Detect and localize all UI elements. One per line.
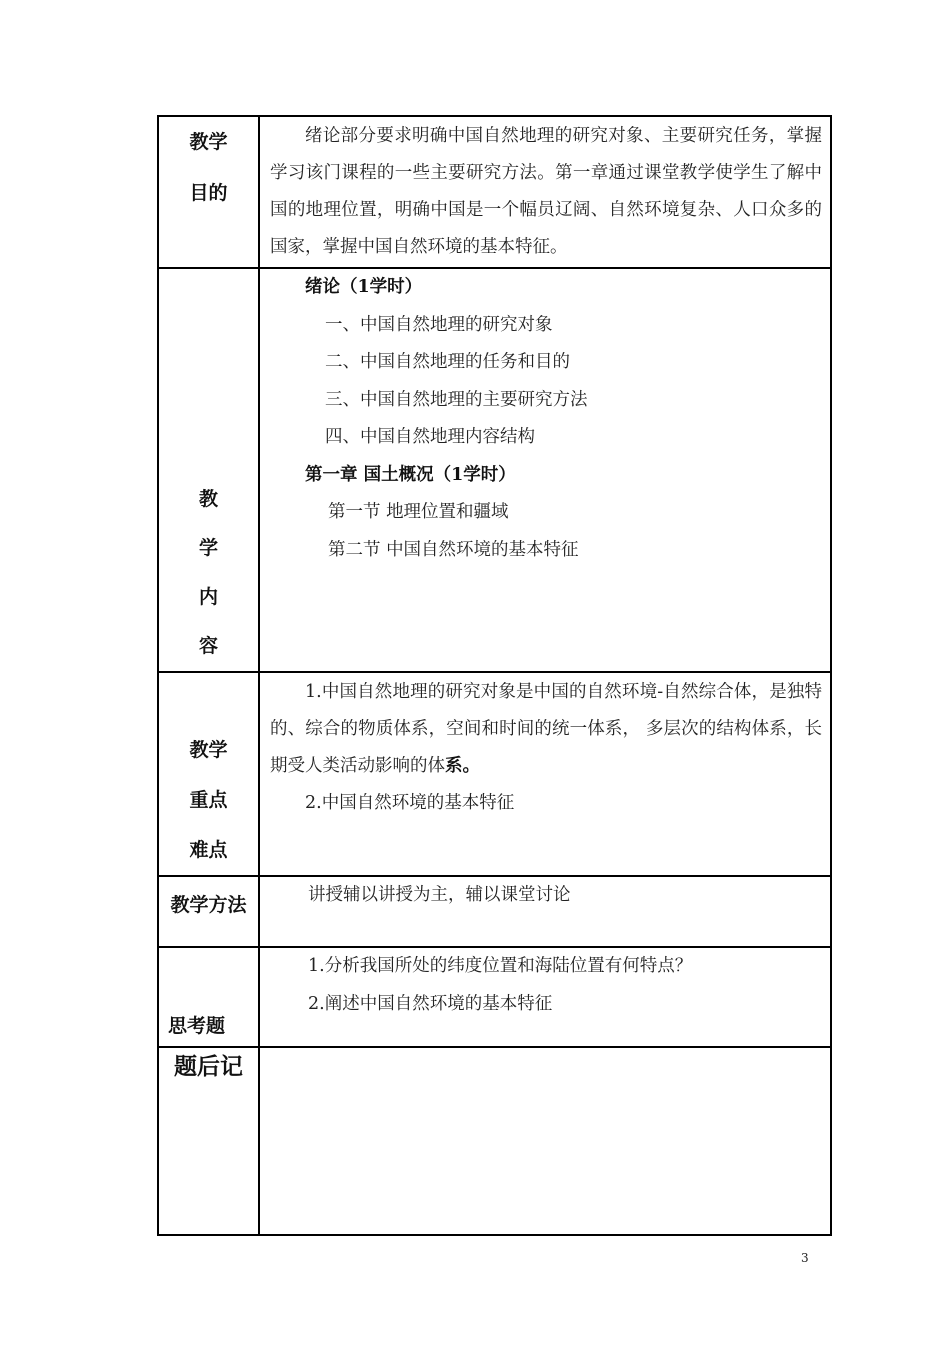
key-points-label <box>158 672 259 876</box>
content-cell <box>259 268 831 672</box>
chapter1-item: 第二节 中国自然环境的基本特征 <box>328 539 579 560</box>
key-point-2: 2.中国自然环境的基本特征 <box>305 793 515 813</box>
questions-cell <box>259 947 831 1047</box>
postscript-label <box>158 1047 259 1235</box>
content-label-line: 容 <box>198 635 218 657</box>
objective-cell <box>259 116 831 268</box>
table-row-method <box>158 876 831 947</box>
method-text: 讲授辅以讲授为主，辅以课堂讨论 <box>308 885 571 905</box>
table-row-key-points <box>158 672 831 876</box>
content-label <box>158 268 259 672</box>
question-item: 2.阐述中国自然环境的基本特征 <box>308 993 553 1014</box>
questions-label-text: 思考题 <box>168 1015 226 1037</box>
table-row-objective <box>158 116 831 268</box>
method-label-text: 教学方法 <box>170 894 247 916</box>
table-row-postscript <box>158 1047 831 1235</box>
key-points-label-line: 教学 <box>189 739 228 761</box>
question-item: 1.分析我国所处的纬度位置和海陆位置有何特点？ <box>308 956 693 976</box>
key-point-1-end: 系。 <box>445 756 480 776</box>
key-points-label-line: 重点 <box>189 789 228 811</box>
table-row-content <box>158 268 831 672</box>
postscript-label-text: 题后记 <box>174 1054 243 1080</box>
content-label-line: 学 <box>198 537 218 559</box>
key-points-cell <box>259 672 831 876</box>
intro-item: 一、中国自然地理的研究对象 <box>325 314 553 335</box>
page-number: 3 <box>801 1251 809 1265</box>
content-label-line: 内 <box>198 586 218 608</box>
objective-label-line: 目的 <box>189 182 228 204</box>
chapter1-heading: 第一章 国土概况（1学时） <box>305 464 516 485</box>
key-point-1 <box>270 674 822 785</box>
questions-label <box>158 947 259 1047</box>
objective-text: 绪论部分要求明确中国自然地理的研究对象、主要研究任务，掌握学习该门课程的一些主要研究方法。第一章通过课堂教学使学生了解中国的地理位置，明确中国是一个幅员辽阔、自然环境复杂、人口众多的国家，掌握中国自然环境的基本特征。 <box>270 126 822 257</box>
method-cell <box>259 876 831 947</box>
table-row-questions <box>158 947 831 1047</box>
intro-heading: 绪论（1学时） <box>305 277 423 297</box>
intro-item: 四、中国自然地理内容结构 <box>325 427 535 447</box>
chapter1-item: 第一节 地理位置和疆域 <box>328 502 509 522</box>
intro-item: 三、中国自然地理的主要研究方法 <box>325 389 588 410</box>
content-label-line: 教 <box>198 488 218 510</box>
postscript-cell <box>259 1047 831 1235</box>
intro-item: 二、中国自然地理的任务和目的 <box>325 352 570 372</box>
key-points-label-line: 难点 <box>189 839 228 861</box>
objective-label <box>158 116 259 268</box>
lesson-plan-table <box>157 115 832 1236</box>
objective-label-line: 教学 <box>189 131 228 153</box>
key-point-1-text: 1.中国自然地理的研究对象是中国的自然环境-自然综合体，是独特的、综合的物质体系，空间和时间的统一体系， 多层次的结构体系，长期受人类活动影响的体 <box>270 682 822 776</box>
method-label <box>158 876 259 947</box>
